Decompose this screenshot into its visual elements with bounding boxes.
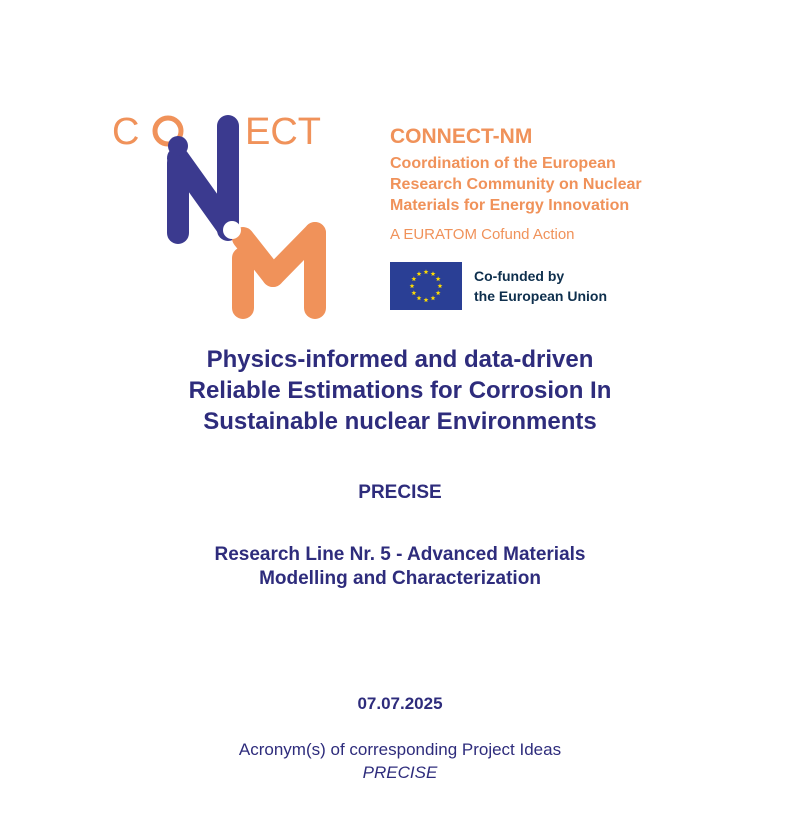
brand-description — [390, 153, 642, 216]
svg-text:ECT: ECT — [245, 111, 321, 153]
connect-nm-logo — [110, 108, 345, 323]
project-ideas-value: PRECISE — [362, 763, 438, 782]
description-line: Coordination of the European — [390, 155, 616, 172]
description-line: Materials for Energy Innovation — [390, 197, 630, 214]
eu-badge-line: the European Union — [474, 288, 607, 304]
project-acronym: PRECISE — [358, 482, 442, 503]
project-ideas-label: Acronym(s) of corresponding Project Ideas — [238, 740, 562, 759]
header-block — [390, 125, 642, 244]
research-line-text: Research Line Nr. 5 - Advanced Materials — [214, 544, 586, 565]
title-line: Reliable Estimations for Corrosion In — [188, 377, 612, 404]
eu-badge-text — [474, 266, 607, 306]
eu-badge — [390, 262, 607, 310]
document-date: 07.07.2025 — [357, 694, 443, 713]
description-line: Research Community on Nuclear — [390, 176, 642, 193]
svg-text:C: C — [112, 111, 140, 153]
document-title — [0, 344, 800, 437]
research-line-text: Modelling and Characterization — [259, 568, 541, 589]
cofund-action: A EURATOM Cofund Action — [390, 226, 575, 243]
title-line: Sustainable nuclear Environments — [203, 408, 597, 435]
brand-name: CONNECT-NM — [390, 125, 533, 148]
eu-flag-icon — [390, 262, 462, 310]
eu-badge-line: Co-funded by — [474, 268, 565, 284]
research-line — [0, 543, 800, 591]
title-line: Physics-informed and data-driven — [206, 346, 594, 373]
